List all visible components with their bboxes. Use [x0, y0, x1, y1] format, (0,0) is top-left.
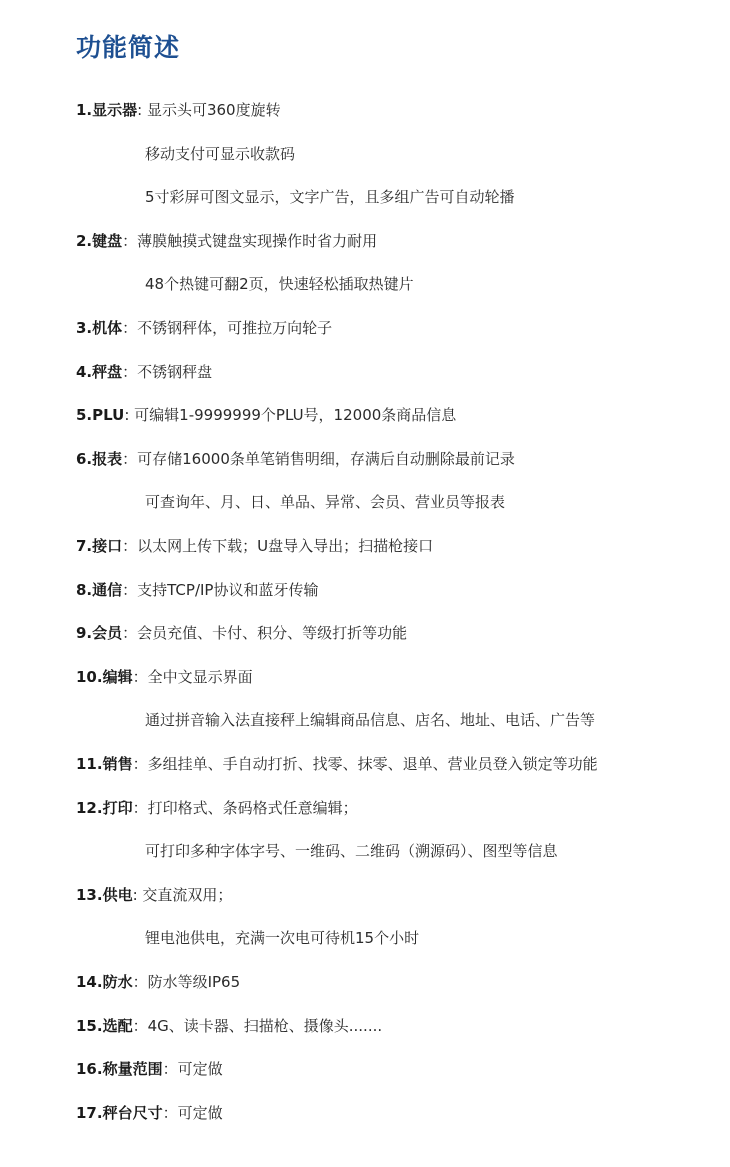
feature-text: ：会员充值、卡付、积分、等级打折等功能 — [122, 624, 408, 643]
feature-line — [76, 405, 456, 425]
feature-label: 17.秤台尺寸 — [76, 1103, 163, 1122]
feature-line — [76, 536, 433, 556]
feature-text: ：以太网上传下载；U盘导入导出；扫描枪接口 — [122, 537, 434, 555]
feature-continuation-line — [145, 144, 295, 164]
feature-label: 12.打印 — [76, 798, 133, 817]
feature-text: ：全中文显示界面 — [132, 667, 253, 686]
feature-line — [76, 1016, 382, 1036]
feature-continuation-line — [145, 274, 414, 294]
feature-line — [76, 1103, 223, 1123]
feature-line — [76, 1059, 223, 1079]
feature-text: ：可定做 — [162, 1103, 223, 1122]
feature-line — [76, 623, 407, 643]
feature-text: 移动支付可显示收款码 — [145, 144, 296, 163]
feature-text: ：4G、读卡器、扫描枪、摄像头....... — [132, 1016, 383, 1035]
feature-text: ：防水等级IP65 — [132, 973, 241, 991]
feature-continuation-line — [145, 492, 505, 512]
feature-text: 可打印多种字体字号、一维码、二维码（溯源码）、图型等信息 — [145, 842, 558, 861]
feature-label: 7.接口 — [76, 537, 123, 555]
feature-label: 10.编辑 — [76, 667, 133, 686]
feature-label: 8.通信 — [76, 580, 123, 599]
feature-line — [76, 798, 358, 818]
feature-text: 锂电池供电，充满一次电可待机15个小时 — [145, 929, 420, 948]
feature-text: ：薄膜触摸式键盘实现操作时省力耐用 — [122, 231, 378, 250]
feature-label: 9.会员 — [76, 624, 123, 643]
feature-text: ：支持TCP/IP协议和蓝牙传输 — [122, 580, 319, 599]
feature-text: ：打印格式、条码格式任意编辑； — [132, 798, 358, 817]
feature-text: : 可编辑1-9999999个PLU号，12000条商品信息 — [124, 406, 457, 425]
feature-text: ：多组挂单、手自动打折、找零、抹零、退单、营业员登入锁定等功能 — [132, 755, 598, 773]
feature-continuation-line — [145, 187, 515, 207]
feature-label: 11.销售 — [76, 755, 133, 773]
feature-continuation-line — [145, 928, 419, 948]
feature-label: 13.供电 — [76, 885, 133, 904]
feature-text: ：可存储16000条单笔销售明细，存满后自动删除最前记录 — [122, 449, 515, 468]
page-title: 功能简述 — [76, 33, 181, 62]
feature-text: ：不锈钢秤体，可推拉万向轮子 — [122, 319, 333, 337]
feature-label: 3.机体 — [76, 319, 123, 337]
feature-text: 5寸彩屏可图文显示，文字广告，且多组广告可自动轮播 — [145, 188, 515, 207]
feature-label: 5.PLU — [76, 406, 125, 425]
feature-label: 15.选配 — [76, 1016, 133, 1035]
feature-label: 4.秤盘 — [76, 362, 123, 381]
feature-line — [76, 754, 598, 774]
feature-line — [76, 449, 515, 469]
feature-text: ：不锈钢秤盘 — [122, 362, 213, 381]
feature-line — [76, 972, 240, 992]
feature-line — [76, 885, 232, 905]
feature-text: 48个热键可翻2页，快速轻松插取热键片 — [145, 275, 414, 294]
feature-line — [76, 231, 377, 251]
feature-continuation-line — [145, 841, 558, 861]
feature-text: ：可定做 — [162, 1060, 223, 1079]
feature-label: 6.报表 — [76, 449, 123, 468]
feature-line — [76, 362, 212, 382]
feature-text: : 显示头可360度旋转 — [137, 101, 281, 119]
feature-continuation-line — [145, 710, 595, 730]
feature-line — [76, 580, 318, 600]
feature-text: 可查询年、月、日、单品、异常、会员、营业员等报表 — [145, 493, 506, 512]
feature-label: 16.称量范围 — [76, 1060, 163, 1079]
feature-line — [76, 667, 253, 687]
feature-label: 1.显示器 — [76, 101, 138, 119]
feature-text: 通过拼音输入法直接秤上编辑商品信息、店名、地址、电话、广告等 — [145, 711, 596, 730]
feature-text: : 交直流双用； — [132, 885, 233, 904]
feature-line — [76, 318, 332, 338]
feature-line — [76, 100, 281, 120]
feature-label: 2.键盘 — [76, 231, 123, 250]
feature-label: 14.防水 — [76, 973, 133, 991]
